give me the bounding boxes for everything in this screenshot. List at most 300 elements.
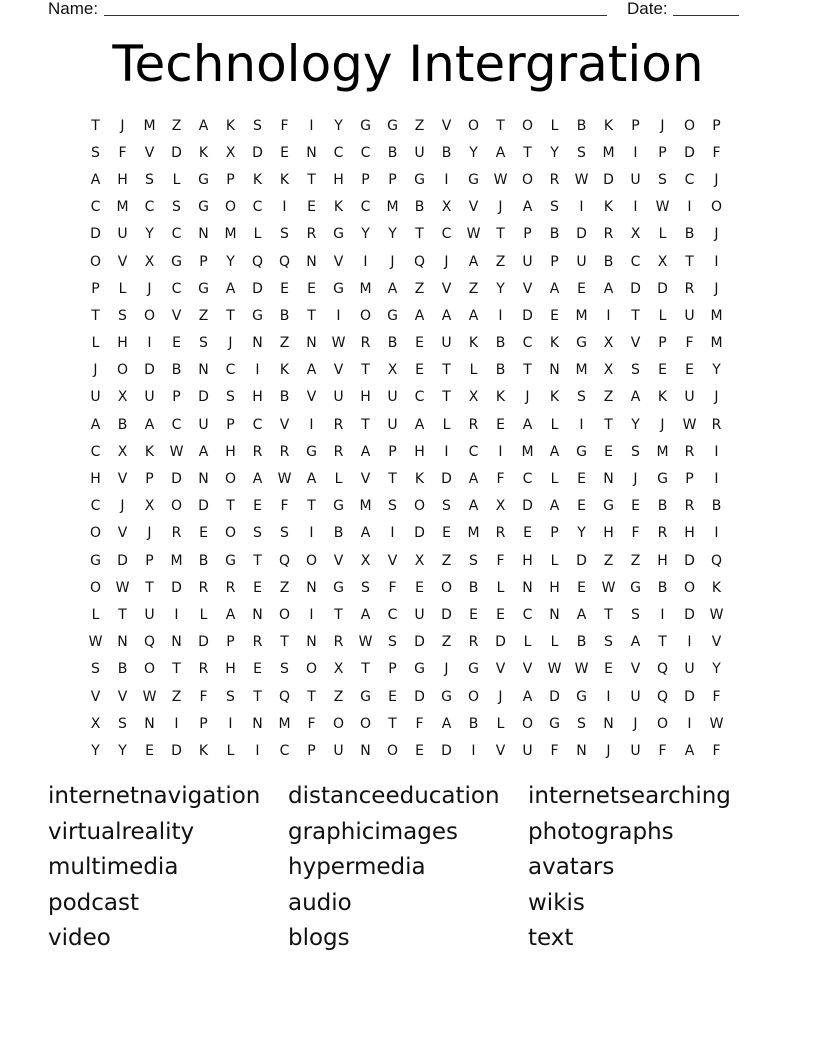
grid-letter: G (171, 253, 182, 270)
grid-letter: T (442, 389, 451, 406)
grid-letter: D (684, 606, 695, 623)
grid-letter: L (550, 416, 559, 433)
grid-letter: I (309, 416, 314, 433)
grid-letter: Q (710, 552, 723, 569)
grid-letter: O (683, 579, 696, 596)
grid-letter: Q (413, 253, 426, 270)
grid-letter: E (604, 661, 613, 678)
grid-letter: Y (118, 742, 127, 759)
grid-letter: K (225, 117, 236, 134)
grid-letter: Z (468, 280, 479, 297)
grid-letter: B (657, 579, 668, 596)
grid-letter: U (630, 688, 641, 705)
grid-letter: N (252, 606, 263, 623)
grid-letter: N (306, 335, 317, 352)
grid-letter: E (415, 579, 424, 596)
grid-letter: Y (496, 280, 505, 297)
grid-letter: L (550, 634, 559, 651)
grid-row (82, 547, 730, 574)
grid-letter: G (468, 171, 479, 188)
grid-letter: V (333, 253, 344, 270)
grid-letter: P (658, 335, 667, 352)
grid-letter: Z (441, 634, 452, 651)
grid-letter: O (116, 362, 129, 379)
grid-letter: U (144, 606, 155, 623)
grid-letter: C (90, 443, 101, 460)
grid-letter: O (224, 199, 237, 216)
grid-letter: F (307, 715, 316, 732)
grid-letter: U (144, 389, 155, 406)
grid-letter: Y (91, 742, 100, 759)
word-bank-item: video (48, 925, 111, 951)
grid-letter: G (387, 117, 398, 134)
grid-letter: K (279, 171, 290, 188)
grid-letter: A (360, 443, 371, 460)
grid-letter: Z (171, 117, 182, 134)
grid-row (82, 221, 730, 248)
grid-letter: P (658, 144, 667, 161)
grid-letter: Z (279, 579, 290, 596)
grid-letter: C (414, 389, 425, 406)
grid-letter: T (361, 416, 370, 433)
grid-letter: K (333, 199, 344, 216)
grid-letter: T (415, 226, 424, 243)
grid-letter: U (414, 144, 425, 161)
grid-letter: X (387, 362, 398, 379)
grid-letter: G (306, 443, 317, 460)
grid-letter: E (469, 606, 478, 623)
word-bank-item: avatars (528, 854, 615, 880)
grid-letter: G (225, 552, 236, 569)
grid-letter: E (253, 579, 262, 596)
grid-letter: G (198, 280, 209, 297)
grid-letter: R (198, 661, 209, 678)
grid-letter: R (306, 226, 317, 243)
grid-letter: N (117, 634, 128, 651)
grid-letter: G (576, 443, 587, 460)
grid-letter: K (549, 335, 560, 352)
grid-letter: M (602, 144, 615, 161)
grid-letter: O (224, 471, 237, 488)
grid-letter: D (198, 498, 209, 515)
grid-letter: Q (251, 253, 264, 270)
grid-letter: C (90, 498, 101, 515)
grid-row (82, 112, 730, 139)
grid-letter: B (117, 661, 128, 678)
grid-letter: I (471, 742, 476, 759)
grid-letter: O (89, 525, 102, 542)
grid-letter: R (198, 579, 209, 596)
grid-letter: V (117, 525, 128, 542)
grid-letter: A (90, 171, 101, 188)
grid-letter: K (198, 144, 209, 161)
grid-letter: D (414, 525, 425, 542)
grid-letter: I (498, 307, 503, 324)
grid-letter: M (116, 199, 129, 216)
grid-letter: T (307, 171, 316, 188)
grid-letter: I (579, 416, 584, 433)
grid-letter: N (306, 144, 317, 161)
grid-letter: G (630, 579, 641, 596)
grid-letter: M (710, 307, 723, 324)
grid-letter: B (414, 199, 425, 216)
grid-letter: I (633, 144, 638, 161)
grid-letter: W (709, 606, 724, 623)
grid-letter: P (91, 280, 100, 297)
grid-letter: D (630, 280, 641, 297)
grid-letter: F (280, 498, 289, 515)
grid-letter: X (441, 199, 452, 216)
grid-letter: M (575, 307, 588, 324)
grid-letter: C (360, 199, 371, 216)
grid-letter: U (387, 389, 398, 406)
grid-letter: O (521, 715, 534, 732)
grid-letter: N (306, 579, 317, 596)
name-label: Name: (48, 0, 99, 18)
grid-letter: F (388, 579, 397, 596)
grid-letter: R (333, 634, 344, 651)
grid-letter: U (684, 307, 695, 324)
grid-letter: S (388, 498, 397, 515)
grid-letter: B (387, 335, 398, 352)
grid-letter: Y (361, 226, 370, 243)
grid-letter: T (253, 552, 262, 569)
grid-letter: C (684, 171, 695, 188)
grid-letter: K (468, 335, 479, 352)
grid-letter: Z (603, 389, 614, 406)
grid-letter: U (522, 253, 533, 270)
word-bank (48, 779, 768, 957)
grid-letter: V (144, 144, 155, 161)
grid-letter: J (498, 688, 503, 705)
grid-letter: E (280, 280, 289, 297)
grid-letter: Z (198, 307, 209, 324)
grid-row (82, 302, 730, 329)
grid-letter: H (252, 389, 263, 406)
grid-letter: S (388, 634, 397, 651)
grid-letter: S (145, 171, 154, 188)
grid-letter: I (309, 525, 314, 542)
grid-letter: F (712, 688, 721, 705)
grid-letter: W (655, 199, 670, 216)
grid-letter: I (309, 606, 314, 623)
grid-letter: B (468, 579, 479, 596)
grid-letter: U (333, 389, 344, 406)
grid-letter: I (714, 253, 719, 270)
grid-letter: A (387, 280, 398, 297)
grid-letter: H (333, 171, 344, 188)
grid-letter: D (549, 688, 560, 705)
grid-letter: S (658, 171, 667, 188)
grid-letter: D (171, 471, 182, 488)
grid-letter: S (577, 715, 586, 732)
grid-letter: O (143, 307, 156, 324)
grid-letter: D (576, 226, 587, 243)
grid-letter: I (174, 715, 179, 732)
grid-letter: F (496, 471, 505, 488)
grid-letter: G (441, 688, 452, 705)
grid-letter: A (441, 715, 452, 732)
grid-letter: F (550, 742, 559, 759)
grid-letter: N (198, 471, 209, 488)
grid-row (82, 737, 730, 764)
grid-letter: X (603, 362, 614, 379)
grid-letter: B (549, 226, 560, 243)
grid-letter: V (441, 117, 452, 134)
grid-letter: J (633, 715, 638, 732)
grid-letter: P (307, 742, 316, 759)
grid-letter: T (226, 307, 235, 324)
grid-letter: B (117, 416, 128, 433)
grid-letter: D (117, 552, 128, 569)
grid-letter: N (198, 226, 209, 243)
grid-letter: A (198, 443, 209, 460)
grid-letter: L (550, 552, 559, 569)
grid-letter: W (574, 661, 589, 678)
grid-letter: T (523, 144, 532, 161)
grid-letter: V (333, 362, 344, 379)
grid-letter: B (198, 552, 209, 569)
grid-letter: K (603, 199, 614, 216)
grid-letter: E (388, 688, 397, 705)
grid-letter: P (226, 171, 235, 188)
grid-letter: O (224, 525, 237, 542)
grid-row (82, 493, 730, 520)
grid-letter: B (495, 362, 506, 379)
grid-letter: N (144, 715, 155, 732)
grid-letter: K (711, 579, 722, 596)
grid-letter: A (495, 144, 506, 161)
grid-letter: S (361, 579, 370, 596)
grid-letter: C (522, 335, 533, 352)
grid-letter: S (631, 362, 640, 379)
grid-letter: S (91, 661, 100, 678)
grid-letter: Z (495, 253, 506, 270)
grid-letter: U (630, 171, 641, 188)
grid-letter: A (90, 416, 101, 433)
grid-letter: L (658, 226, 667, 243)
grid-letter: B (441, 144, 452, 161)
grid-letter: U (630, 742, 641, 759)
grid-letter: Y (388, 226, 397, 243)
grid-letter: O (143, 661, 156, 678)
grid-letter: R (252, 443, 263, 460)
grid-letter: P (523, 226, 532, 243)
grid-letter: K (144, 443, 155, 460)
grid-letter: O (305, 661, 318, 678)
grid-letter: J (714, 226, 719, 243)
grid-letter: H (90, 471, 101, 488)
name-field[interactable] (48, 0, 98, 17)
grid-letter: N (603, 471, 614, 488)
grid-letter: I (714, 443, 719, 460)
grid-row (82, 384, 730, 411)
grid-letter: T (307, 498, 316, 515)
grid-letter: S (253, 525, 262, 542)
date-field[interactable] (627, 0, 668, 17)
word-bank-item: hypermedia (288, 854, 426, 880)
grid-letter: W (277, 471, 292, 488)
grid-letter: J (633, 471, 638, 488)
grid-letter: C (225, 362, 236, 379)
grid-letter: N (603, 715, 614, 732)
grid-letter: I (714, 525, 719, 542)
grid-letter: T (280, 634, 289, 651)
grid-letter: E (145, 742, 154, 759)
grid-letter: D (441, 742, 452, 759)
grid-row (82, 139, 730, 166)
grid-letter: I (498, 443, 503, 460)
grid-letter: R (171, 525, 182, 542)
grid-letter: C (468, 443, 479, 460)
grid-letter: X (144, 498, 155, 515)
grid-letter: C (171, 226, 182, 243)
grid-letter: V (90, 688, 101, 705)
grid-letter: E (685, 362, 694, 379)
grid-letter: D (441, 471, 452, 488)
grid-letter: L (469, 362, 478, 379)
grid-letter: N (522, 579, 533, 596)
grid-letter: O (278, 606, 291, 623)
grid-letter: B (576, 117, 587, 134)
grid-letter: O (305, 552, 318, 569)
grid-letter: M (224, 226, 237, 243)
grid-letter: D (252, 280, 263, 297)
grid-letter: A (468, 253, 479, 270)
grid-letter: L (226, 742, 235, 759)
grid-letter: N (549, 362, 560, 379)
grid-letter: B (333, 525, 344, 542)
grid-letter: L (550, 471, 559, 488)
grid-letter: V (117, 688, 128, 705)
grid-letter: T (496, 117, 505, 134)
grid-letter: A (360, 525, 371, 542)
grid-letter: T (307, 688, 316, 705)
grid-letter: V (306, 389, 317, 406)
grid-row (82, 411, 730, 438)
grid-letter: S (118, 307, 127, 324)
grid-letter: A (468, 471, 479, 488)
grid-letter: D (144, 362, 155, 379)
grid-letter: M (170, 552, 183, 569)
grid-letter: P (685, 471, 694, 488)
grid-letter: W (142, 688, 157, 705)
grid-letter: C (90, 199, 101, 216)
grid-letter: D (657, 280, 668, 297)
grid-letter: U (387, 416, 398, 433)
grid-letter: G (576, 335, 587, 352)
grid-letter: R (657, 525, 668, 542)
grid-letter: E (496, 416, 505, 433)
grid-letter: A (144, 416, 155, 433)
grid-letter: Y (712, 362, 721, 379)
grid-letter: O (440, 579, 453, 596)
grid-letter: V (441, 280, 452, 297)
grid-letter: Z (414, 280, 425, 297)
grid-letter: L (334, 471, 343, 488)
grid-letter: L (496, 715, 505, 732)
grid-letter: E (307, 280, 316, 297)
grid-letter: G (198, 199, 209, 216)
grid-letter: P (226, 634, 235, 651)
grid-letter: Y (550, 144, 559, 161)
grid-letter: M (278, 715, 291, 732)
grid-letter: G (333, 579, 344, 596)
grid-letter: W (88, 634, 103, 651)
grid-letter: I (687, 715, 692, 732)
grid-letter: L (91, 335, 100, 352)
grid-letter: Y (334, 117, 343, 134)
grid-letter: E (253, 498, 262, 515)
grid-letter: E (415, 335, 424, 352)
grid-letter: V (630, 335, 641, 352)
grid-letter: A (630, 389, 641, 406)
grid-letter: J (120, 498, 125, 515)
word-bank-item: internetsearching (528, 783, 731, 809)
grid-letter: I (336, 307, 341, 324)
word-bank-item: multimedia (48, 854, 179, 880)
grid-letter: J (606, 742, 611, 759)
grid-letter: S (280, 226, 289, 243)
grid-letter: X (414, 552, 425, 569)
grid-row (82, 656, 730, 683)
grid-letter: D (198, 634, 209, 651)
grid-letter: B (279, 307, 290, 324)
grid-letter: O (89, 253, 102, 270)
grid-letter: D (684, 144, 695, 161)
grid-letter: S (226, 389, 235, 406)
grid-letter: H (684, 525, 695, 542)
grid-letter: N (549, 606, 560, 623)
grid-letter: H (225, 443, 236, 460)
grid-letter: J (714, 171, 719, 188)
grid-letter: P (550, 253, 559, 270)
grid-letter: V (522, 280, 533, 297)
grid-letter: F (658, 742, 667, 759)
grid-letter: T (604, 606, 613, 623)
grid-letter: A (306, 362, 317, 379)
grid-letter: K (549, 389, 560, 406)
grid-letter: T (334, 606, 343, 623)
word-bank-item: wikis (528, 889, 585, 916)
grid-letter: A (576, 606, 587, 623)
grid-letter: A (522, 416, 533, 433)
grid-row (82, 330, 730, 357)
grid-letter: K (657, 389, 668, 406)
grid-letter: P (199, 715, 208, 732)
grid-letter: X (360, 552, 371, 569)
grid-letter: G (360, 117, 371, 134)
grid-letter: U (576, 253, 587, 270)
grid-letter: Y (145, 226, 154, 243)
grid-letter: S (550, 199, 559, 216)
grid-letter: D (684, 552, 695, 569)
grid-letter: S (91, 144, 100, 161)
grid-letter: U (117, 226, 128, 243)
grid-letter: L (253, 226, 262, 243)
grid-letter: A (360, 606, 371, 623)
grid-letter: C (630, 253, 641, 270)
grid-letter: X (657, 253, 668, 270)
grid-letter: T (361, 362, 370, 379)
date-label: Date: (627, 0, 668, 18)
grid-letter: D (684, 688, 695, 705)
grid-letter: V (360, 471, 371, 488)
grid-letter: C (333, 144, 344, 161)
grid-letter: S (577, 144, 586, 161)
grid-letter: S (253, 117, 262, 134)
grid-letter: G (576, 688, 587, 705)
